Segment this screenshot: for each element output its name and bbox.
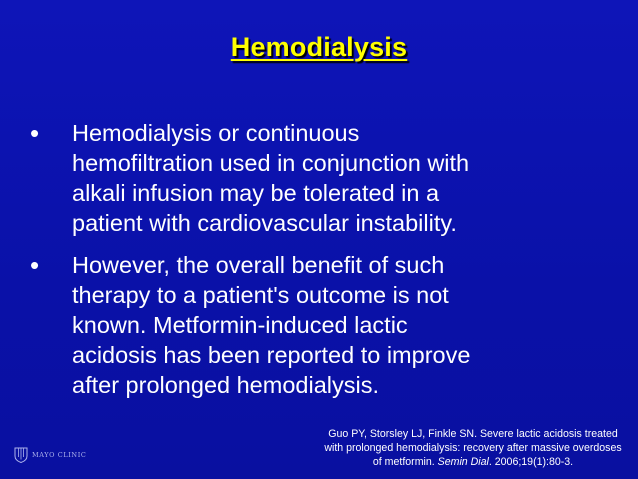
bullet-line: acidosis has been reported to improve <box>72 342 471 368</box>
mayo-clinic-logo <box>14 447 86 463</box>
bullet-line: Hemodialysis or continuous <box>72 120 360 146</box>
bullet-line: patient with cardiovascular instability. <box>72 210 457 236</box>
bullet-line: alkali infusion may be tolerated in a <box>72 180 440 206</box>
bullet-item <box>30 250 590 400</box>
citation-line <box>318 455 628 469</box>
citation <box>318 427 628 469</box>
bullet-line: after prolonged hemodialysis. <box>72 372 379 398</box>
bullet-line: known. Metformin-induced lactic <box>72 312 408 338</box>
bullet-marker: • <box>30 250 40 280</box>
citation-text: of metformin. <box>372 456 438 468</box>
bullet-line: However, the overall benefit of such <box>72 252 445 278</box>
citation-line: Guo PY, Storsley LJ, Finkle SN. Severe lactic acidosis treated <box>328 428 618 440</box>
citation-text: . 2006;19(1):80-3. <box>488 456 574 468</box>
logo-text: MAYO CLINIC <box>32 451 87 459</box>
journal-name: Semin Dial <box>437 456 489 468</box>
bullet-line: therapy to a patient's outcome is not <box>72 282 449 308</box>
bullet-text <box>72 118 590 238</box>
bullet-marker: • <box>30 118 40 148</box>
bullet-text <box>72 250 590 400</box>
citation-line: with prolonged hemodialysis: recovery after massive overdoses <box>324 442 622 454</box>
slide-title: Hemodialysis <box>230 32 408 62</box>
bullet-item <box>30 118 590 238</box>
bullet-list <box>30 118 590 412</box>
bullet-line: hemofiltration used in conjunction with <box>72 150 470 176</box>
mayo-clinic-shield-icon <box>14 447 28 463</box>
